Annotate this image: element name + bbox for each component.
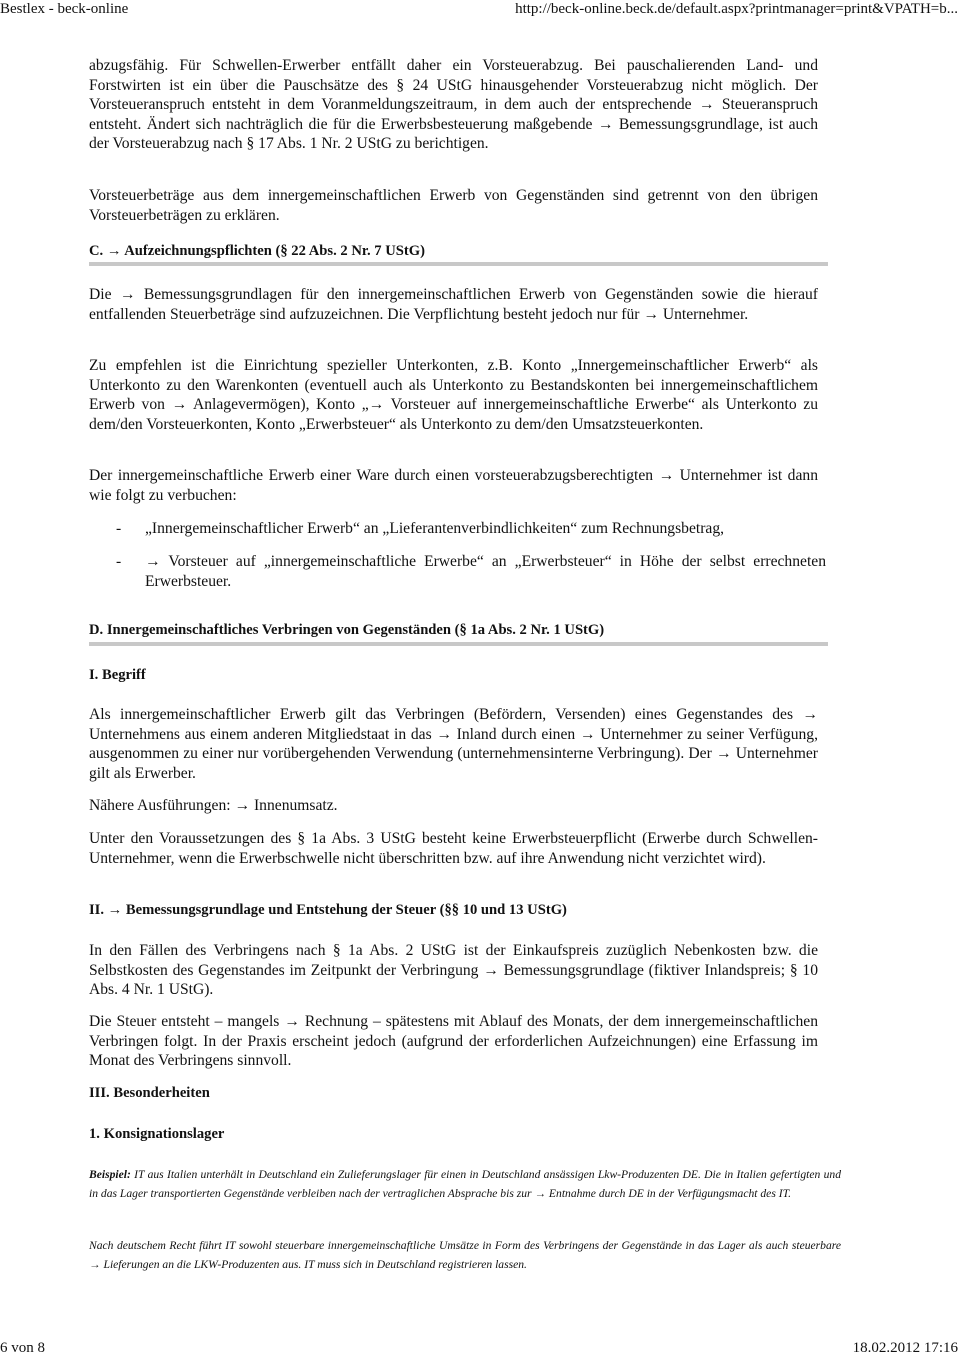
list-item-text: „Innergemeinschaftlicher Erwerb“ an „Lieferantenverbindlichkeiten“ zum Rechnungsbetrag, <box>145 520 725 537</box>
paragraph: Als innergemeinschaftlicher Erwerb gilt das Verbringen (Befördern, Versenden) eines Gegenstandes des → Unternehmens aus einem anderen Mitgliedstaat in das → Inland durch einen → Unternehmer zu seiner Verfügung, ausgenommen zu einer nur vorübergehenden Verwendung (unternehmensinterne Verbringung). Der → Unternehmer gilt als Erwerber. <box>89 706 818 782</box>
subheading-bemessungsgrundlage: II. → Bemessungsgrundlage und Entstehung der Steuer (§§ 10 und 13 UStG) <box>89 902 567 918</box>
paragraph: Zu empfehlen ist die Einrichtung spezieller Unterkonten, z.B. Konto „Innergemeinschaftlicher Erwerb“ als Unterkonto zu den Warenkonten (eventuell auch als Unterkonto zu Bestandskonten bei innergemeinschaftlichem Erwerb von → Anlagevermögen), Konto „→ Vorsteuer auf innergemeinschaftliche Erwerbe“ als Unterkonto zu dem/den Vorsteuerkonten, Konto „Erwerbsteuer“ als Unterkonto zu dem/den Umsatzsteuerkonten. <box>89 357 818 433</box>
example-paragraph-2: Nach deutschem Recht führt IT sowohl steuerbare innergemeinschaftliche Umsätze in Form des Verbringens der Gegenstände in das Lager als auch steuerbare → Lieferungen an die LKW-Produzenten aus. IT muss sich in Deutschland registrieren lassen. <box>89 1239 841 1272</box>
paragraph: Nähere Ausführungen: → Innenumsatz. <box>89 797 338 814</box>
paragraph: Vorsteuerbeträge aus dem innergemeinschaftlichen Erwerb von Gegenständen sind getrennt von den übrigen Vorsteuerbeträgen zu erklären. <box>89 187 818 224</box>
print-header-url: http://beck-online.beck.de/default.aspx?printmanager=print&VPATH=b... <box>515 1 958 17</box>
heading-divider <box>89 642 828 646</box>
paragraph: Die → Bemessungsgrundlagen für den innergemeinschaftlichen Erwerb von Gegenständen sowie die hierauf entfallenden Steuerbeträge sind aufzuzeichnen. Die Verpflichtung besteht jedoch nur für → Unternehmer. <box>89 286 818 323</box>
print-header-title: Bestlex - beck-online <box>0 1 129 17</box>
paragraph: In den Fällen des Verbringens nach § 1a Abs. 2 UStG ist der Einkaufspreis zuzüglich Nebenkosten bzw. die Selbstkosten des Gegenstandes im Zeitpunkt der Verbringung → Bemessungsgrundlage (fiktiver Inlandspreis; § 10 Abs. 4 Nr. 1 UStG). <box>89 942 818 999</box>
section-heading-c: C. → Aufzeichnungspflichten (§ 22 Abs. 2 Nr. 7 UStG) <box>89 243 425 259</box>
list-item <box>89 519 826 539</box>
paragraph: Der innergemeinschaftliche Erwerb einer Ware durch einen vorsteuerabzugsberechtigten → Unternehmer ist dann wie folgt zu verbuchen: <box>89 467 818 504</box>
subheading-konsignationslager: 1. Konsignationslager <box>89 1126 225 1142</box>
print-datetime: 18.02.2012 17:16 <box>852 1340 958 1356</box>
paragraph: Die Steuer entsteht – mangels → Rechnung – spätestens mit Ablauf des Monats, der dem innergemeinschaftlichen Verbringen folgt. In der Praxis erscheint jedoch (aufgrund der erforderlichen Aufzeichnungen) eine Erfassung im Monat des Verbringens sinnvoll. <box>89 1013 818 1070</box>
section-heading-d: D. Innergemeinschaftliches Verbringen von Gegenständen (§ 1a Abs. 2 Nr. 1 UStG) <box>89 622 605 638</box>
example-label: Beispiel: <box>89 1168 131 1181</box>
list-dash: - <box>116 553 122 570</box>
paragraph: Unter den Voraussetzungen des § 1a Abs. 3 UStG besteht keine Erwerbsteuerpflicht (Erwerbe durch Schwellen-Unternehmer, wenn die Erwerbschwelle nicht überschritten bzw. auf ihre Anwendung nicht verzichtet wird). <box>89 830 818 867</box>
subheading-besonderheiten: III. Besonderheiten <box>89 1085 210 1101</box>
heading-divider <box>89 262 828 266</box>
list-dash: - <box>116 520 122 537</box>
page-number: 6 von 8 <box>0 1340 45 1356</box>
example-paragraph <box>89 1165 841 1203</box>
example-text: IT aus Italien unterhält in Deutschland ein Zulieferungslager für einen in Deutschland ansässigen Lkw-Produzenten DE. Die in Italien gefertigten und in das Lager transportierten Gegenstände verbleiben nach der vertraglichen Absprache bis zur → Entnahme durch DE in der Verfügungsmacht des IT. <box>89 1168 842 1201</box>
list-item <box>89 552 826 591</box>
list-item-text: → Vorsteuer auf „innergemeinschaftliche Erwerbe“ an „Erwerbsteuer“ in Höhe der selbst errechneten Erwerbsteuer. <box>145 553 826 590</box>
paragraph: abzugsfähig. Für Schwellen-Erwerber entfällt daher ein Vorsteuerabzug. Bei pauschalierenden Land- und Forstwirten ist ein über die Pauschsätze des § 24 UStG hinausgehender Vorsteuerabzug nicht möglich. Der Vorsteueranspruch entsteht in dem Voranmeldungszeitraum, in dem auch der entsprechende → Steueranspruch entsteht. Ändert sich nachträglich die für die Erwerbsbesteuerung maßgebende → Bemessungsgrundlage, ist auch der Vorsteuerabzug nach § 17 Abs. 1 Nr. 2 UStG zu berichtigen. <box>89 57 818 153</box>
subheading-begriff: I. Begriff <box>89 667 146 683</box>
